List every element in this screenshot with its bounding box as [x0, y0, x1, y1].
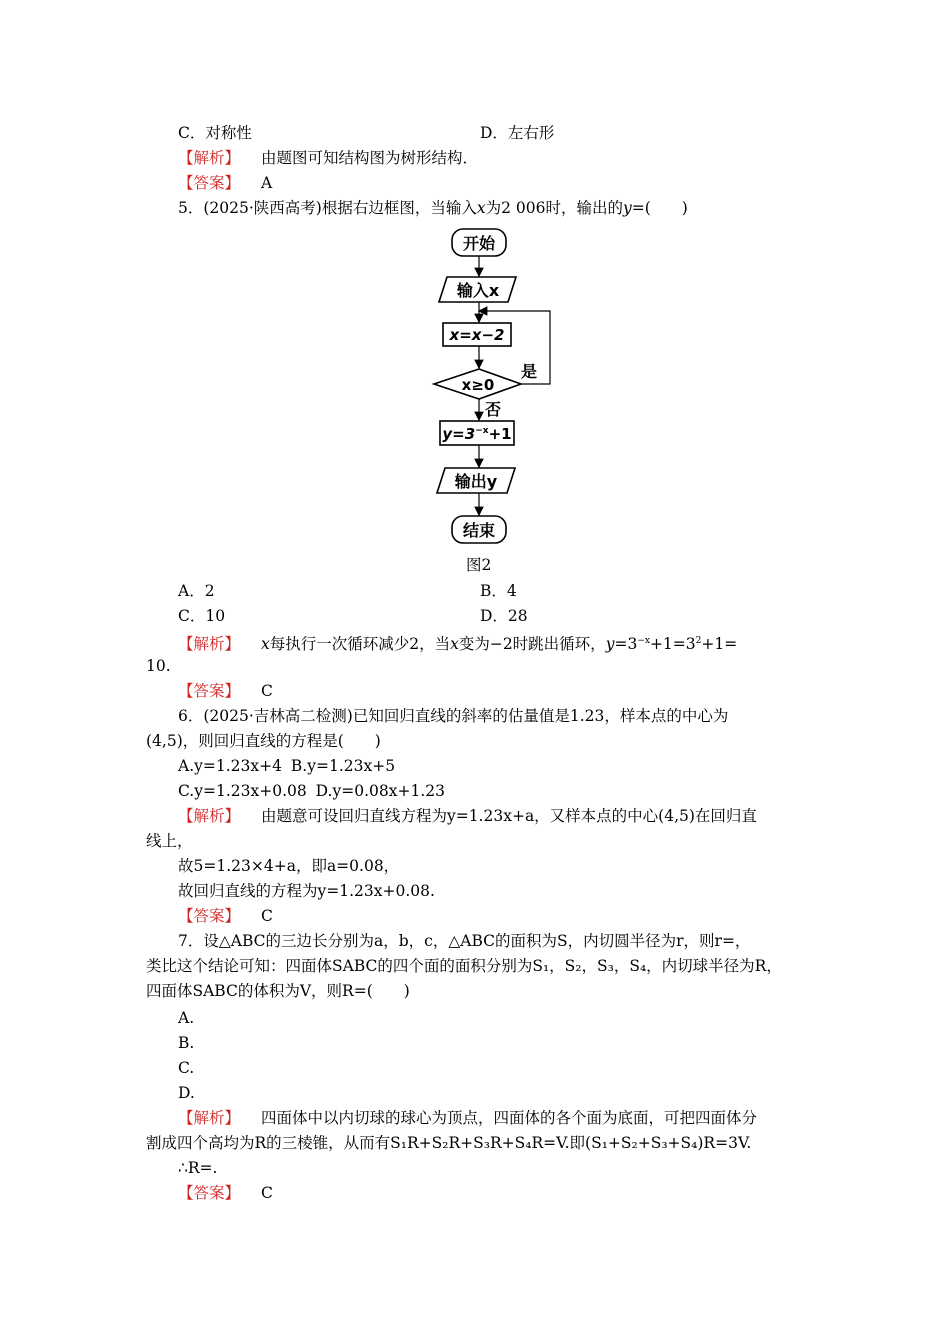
flow-calc-text: $y=3^{-x}+1$: [442, 425, 512, 443]
q5-analysis-5: +1=: [701, 635, 738, 654]
q5-answer: [178, 681, 273, 701]
q6-options-cd: [178, 781, 445, 801]
q5-analysis-x: x: [260, 635, 270, 654]
q6-answer: [178, 906, 273, 926]
q6-answer-text: C: [260, 907, 273, 925]
q7-answer: [178, 1183, 273, 1203]
q5-answer-text: C: [260, 682, 273, 700]
q5-stem-pre: 5．(2025·陕西高考)根据右边框图，当输入: [178, 199, 477, 217]
q6-option-a: A.y=1.23x+4: [178, 757, 282, 775]
q5-analysis-exp2: 2: [695, 636, 702, 646]
flow-end-text: 结束: [462, 521, 496, 540]
q7-option-b: B.: [178, 1034, 195, 1052]
q6-analysis-4: 故回归直线的方程为y=1.23x+0.08.: [178, 882, 435, 900]
flow-start-text: 开始: [462, 234, 496, 253]
q4-option-d: D．左右形: [480, 124, 555, 142]
q5-option-b: B．4: [480, 582, 517, 600]
analysis-label: 【解析】: [178, 1109, 241, 1127]
q5-analysis-4: +1=3: [649, 635, 696, 654]
q6-option-b: B.y=1.23x+5: [290, 757, 396, 775]
q6-option-c: C.y=1.23x+0.08: [178, 782, 307, 800]
q5-analysis: [178, 631, 737, 654]
q6-options-ab: [178, 756, 395, 776]
q7-stem-1: 7．设△ABC的三边长分别为a，b，c，△ABC的面积为S，内切圆半径为r，则r=，: [178, 932, 751, 950]
q7-analysis-1: 四面体中以内切球的球心为顶点，四面体的各个面为底面，可把四面体分: [260, 1109, 757, 1127]
flow-output-text: 输出y: [454, 472, 498, 491]
q5-var-y: y: [622, 199, 632, 217]
q4-answer: [178, 173, 272, 193]
flow-input-text: 输入x: [456, 281, 500, 300]
q5-stem-mid: 为2 006时，输出的: [485, 199, 623, 217]
q5-option-c: C．10: [178, 607, 226, 625]
q5-analysis-y: y: [605, 635, 615, 654]
q7-answer-text: C: [260, 1184, 273, 1202]
q5-stem: [178, 198, 688, 218]
q7-analysis-2: 割成四个高均为R的三棱锥，从而有S₁R+S₂R+S₃R+S₄R=V.即(S₁+S₂+S₃+S₄)R=3V.: [146, 1134, 752, 1152]
q4-option-c: C．对称性: [178, 124, 252, 142]
q5-analysis-end: 10.: [146, 657, 171, 675]
q5-analysis-1: 每执行一次循环减少2，当: [269, 635, 451, 654]
q5-stem-post: =( ): [631, 199, 688, 217]
analysis-label: 【解析】: [178, 807, 241, 825]
answer-label: 【答案】: [178, 174, 241, 192]
q7-analysis: [178, 1108, 757, 1128]
q4-answer-text: A: [260, 174, 273, 192]
q7-analysis-3: ∴R=.: [178, 1159, 218, 1177]
flow-assign-text: x=x−2: [449, 326, 505, 344]
q5-option-a: A．2: [178, 582, 215, 600]
q6-stem-2: (4,5)，则回归直线的方程是( ): [146, 732, 381, 750]
q7-option-d: D.: [178, 1084, 195, 1102]
figure-caption: 图2: [466, 556, 492, 574]
flow-no-label: 否: [485, 400, 502, 419]
q4-analysis-text: 由题图可知结构图为树形结构．: [260, 149, 478, 167]
q6-stem-1: 6．(2025·吉林高二检测)已知回归直线的斜率的估量值是1.23，样本点的中心为: [178, 707, 729, 725]
q6-analysis-2: 线上，: [146, 832, 193, 850]
answer-label: 【答案】: [178, 907, 241, 925]
q5-analysis-2: 变为−2时跳出循环，: [458, 635, 606, 654]
q7-stem-3: 四面体SABC的体积为V，则R=( ): [146, 982, 410, 1000]
q6-option-d: D.y=0.08x+1.23: [315, 782, 445, 800]
q5-option-d: D．28: [480, 607, 528, 625]
analysis-label: 【解析】: [178, 149, 241, 167]
q5-analysis-3: =3: [614, 635, 638, 654]
q5-analysis-x2: x: [450, 635, 459, 654]
q5-var-x: x: [476, 199, 486, 217]
flowchart: [420, 222, 580, 552]
q6-analysis: [178, 806, 757, 826]
q6-analysis-3: 故5=1.23×4+a，即a=0.08，: [178, 857, 400, 875]
flow-yes-label: 是: [521, 362, 538, 381]
analysis-label: 【解析】: [178, 635, 241, 654]
q6-analysis-1: 由题意可设回归直线方程为y=1.23x+a，又样本点的中心(4,5)在回归直: [260, 807, 757, 825]
flow-condition-text: x≥0: [461, 376, 495, 394]
q7-option-c: C.: [178, 1059, 195, 1077]
q7-option-a: A.: [178, 1009, 195, 1027]
q4-analysis: [178, 148, 478, 168]
q5-analysis-exp1: −x: [637, 636, 650, 646]
answer-label: 【答案】: [178, 1184, 241, 1202]
answer-label: 【答案】: [178, 682, 241, 700]
q7-stem-2: 类比这个结论可知：四面体SABC的四个面的面积分别为S₁，S₂，S₃，S₄，内切球半径为R，: [146, 957, 782, 975]
